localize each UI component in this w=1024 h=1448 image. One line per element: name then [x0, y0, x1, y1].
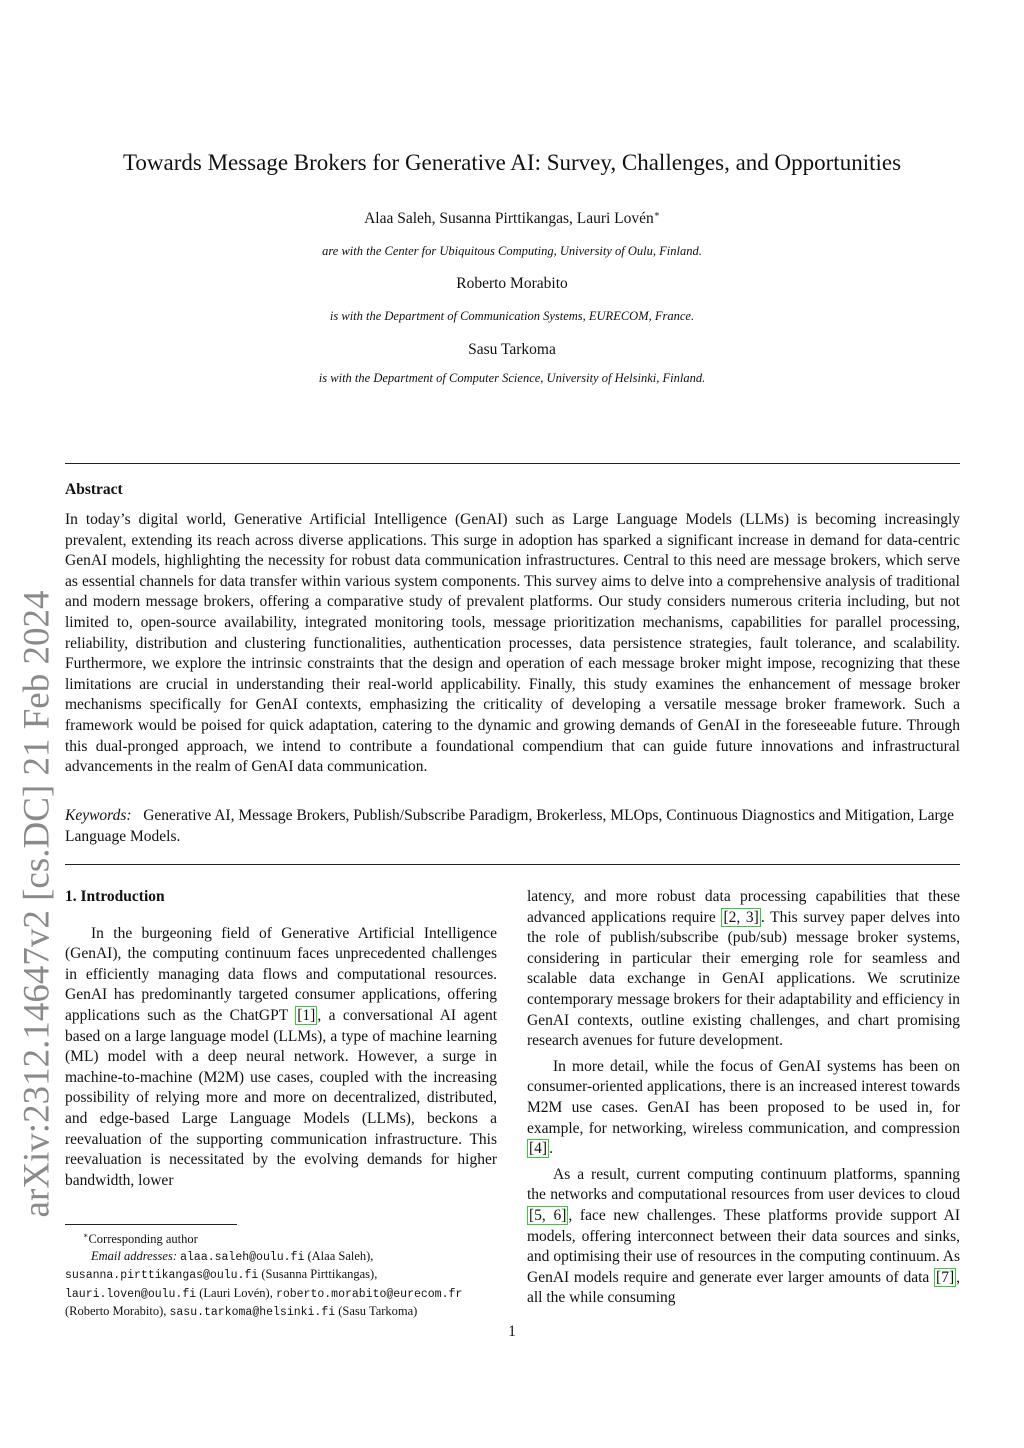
email-owner: (Sasu Tarkoma) [338, 1304, 418, 1319]
keywords-label: Keywords: [65, 807, 132, 824]
paper-title: Towards Message Brokers for Generative AI: Survey, Challenges, and Opportunities [122, 150, 902, 175]
corresponding-mark: ∗ [653, 209, 660, 219]
citation-link[interactable]: [1] [297, 1006, 316, 1024]
intro-text: In more detail, while the focus of GenAI systems has been on consumer-oriented applications, there is an increased interest towards M2M use cases. GenAI has been proposed to be used in, for example, for networking, wireless communication, and compression [527, 1057, 960, 1137]
citation-link[interactable]: [4] [529, 1140, 548, 1158]
author-group-1 [0, 209, 1024, 228]
abstract-body: In today’s digital world, Generative Artificial Intelligence (GenAI) such as Large Language Models (LLMs) is becoming increasingly prevalent, extending its reach across diverse applications. This surge in adoption has sparked a significant increase in demand for data-centric GenAI models, highlighting the necessity for robust data communication infrastructures. Central to this need are message brokers, which serve as essential channels for data transfer within various system components. This survey aims to delve into a comprehensive analysis of traditional and modern message brokers, offering a comparative study of prevalent platforms. Our study considers numerous criteria including, but not limited to, open-source availability, integrated monitoring tools, message prioritization mechanisms, capabilities for parallel processing, reliability, distribution and clustering functionalities, authentication processes, data persistence strategies, fault tolerance, and scalability. Furthermore, we explore the intrinsic constraints that the design and operation of each message broker might impose, recognizing that these limitations are crucial in understanding their real-world applicability. Finally, this study examines the enhancement of message broker mechanisms specifically for GenAI contexts, emphasizing the criticality of developing a versatile message broker framework. Such a framework would be poised for quick adaptation, catering to the dynamic and growing demands of GenAI in the foreseeable future. Through this dual-pronged approach, we intend to contribute a foundational compendium that can guide future innovations and infrastructural advancements in the realm of GenAI data communication. [65, 511, 960, 776]
intro-paragraph-3 [527, 1165, 960, 1309]
intro-text: , all the while consuming [527, 1268, 960, 1307]
intro-text: latency, and more robust data processing capabilities that these advanced applications require [527, 888, 960, 926]
email-owner: (Alaa Saleh), [307, 1248, 374, 1263]
email-link[interactable]: susanna.pirttikangas@oulu.fi [65, 1269, 259, 1283]
keywords-list: Generative AI, Message Brokers, Publish/Subscribe Paradigm, Brokerless, MLOps, Continuous Diagnostics and Mitigation, Large Language Models. [65, 807, 954, 845]
intro-paragraph-1 [65, 924, 497, 1192]
intro-text: , face new challenges. These platforms provide support AI models, offering interconnect between their data sources and sinks, and optimising their use of resources in the computing continuum. As GenAI models require and generate ever larger amounts of data [527, 1206, 960, 1286]
author-names-1: Alaa Saleh, Susanna Pirttikangas, Lauri Lovén [364, 210, 654, 228]
arxiv-sidebar-stamp [6, 448, 68, 1360]
intro-text: As a result, current computing continuum platforms, spanning the networks and computational resources from user devices to cloud [527, 1165, 960, 1204]
citation-link[interactable]: [5, 6] [529, 1206, 567, 1224]
affiliation-3: is with the Department of Computer Science, University of Helsinki, Finland. [318, 371, 706, 385]
citation-link[interactable]: [7] [936, 1268, 955, 1286]
page-number: 1 [508, 1323, 516, 1340]
intro-text: In the burgeoning field of Generative Artificial Intelligence (GenAI), the computing continuum faces unprecedented challenges in efficiently managing data flows and computational resources. GenAI has predominantly targeted consumer applications, offering applications such as the ChatGPT [65, 924, 497, 1024]
footnote-rule [65, 1224, 237, 1225]
footnote [65, 1228, 505, 1322]
email-link[interactable]: lauri.loven@oulu.fi [65, 1287, 197, 1301]
affiliation-2: is with the Department of Communication Systems, EURECOM, France. [329, 309, 695, 323]
citation-link[interactable]: [2, 3] [723, 908, 759, 926]
intro-text: . This survey paper delves into the role of publish/subscribe (pub/sub) message broker systems, considering in particular their emerging role for seamless and scalable data exchange in GenAI applications. We scrutinize contemporary message brokers for their adaptability and efficiency in GenAI contexts, outline existing challenges, and chart promising research avenues for future development. [527, 908, 961, 1050]
intro-heading: 1. Introduction [65, 888, 165, 905]
intro-text: , a conversational AI agent based on a large language model (LLMs), a type of machine learning (ML) model with a deep neural network. However, a surge in machine-to-machine (M2M) use cases, coupled with the increasing possibility of relying more and more on decentralized, distributed, and edge-based Large Language Models (LLMs), beckons a reevaluation of the supporting communication infrastructure. This reevaluation is necessitated by the evolving demands for higher bandwidth, lower [65, 1006, 498, 1189]
email-owner: (Lauri Lovén), [199, 1285, 273, 1300]
right-column [527, 887, 960, 1309]
keywords [65, 806, 960, 847]
email-link[interactable]: sasu.tarkoma@helsinki.fi [169, 1306, 336, 1320]
intro-text: . [549, 1140, 553, 1158]
abstract-top-rule [65, 463, 960, 464]
email-link[interactable]: roberto.morabito@eurecom.fr [275, 1287, 463, 1301]
left-column [65, 887, 497, 1191]
email-label: Email addresses: [91, 1248, 177, 1263]
email-owner: (Susanna Pirttikangas), [261, 1267, 378, 1282]
email-owner: (Roberto Morabito), [65, 1304, 167, 1319]
email-link[interactable]: alaa.saleh@oulu.fi [180, 1250, 305, 1264]
intro-paragraph-1-cont [527, 887, 960, 1052]
author-group-2: Roberto Morabito [456, 275, 568, 292]
abstract-bottom-rule [65, 864, 960, 865]
affiliation-1: are with the Center for Ubiquitous Computing, University of Oulu, Finland. [322, 244, 702, 258]
footnote-mark: ∗ [83, 1231, 89, 1240]
abstract-heading: Abstract [65, 481, 123, 498]
arxiv-id: arXiv:2312.14647v2 [cs.DC] 21 Feb 2024 [16, 590, 58, 1218]
corresponding-author-note: Corresponding author [88, 1232, 198, 1247]
author-group-3: Sasu Tarkoma [468, 341, 556, 358]
intro-paragraph-2 [527, 1057, 960, 1160]
